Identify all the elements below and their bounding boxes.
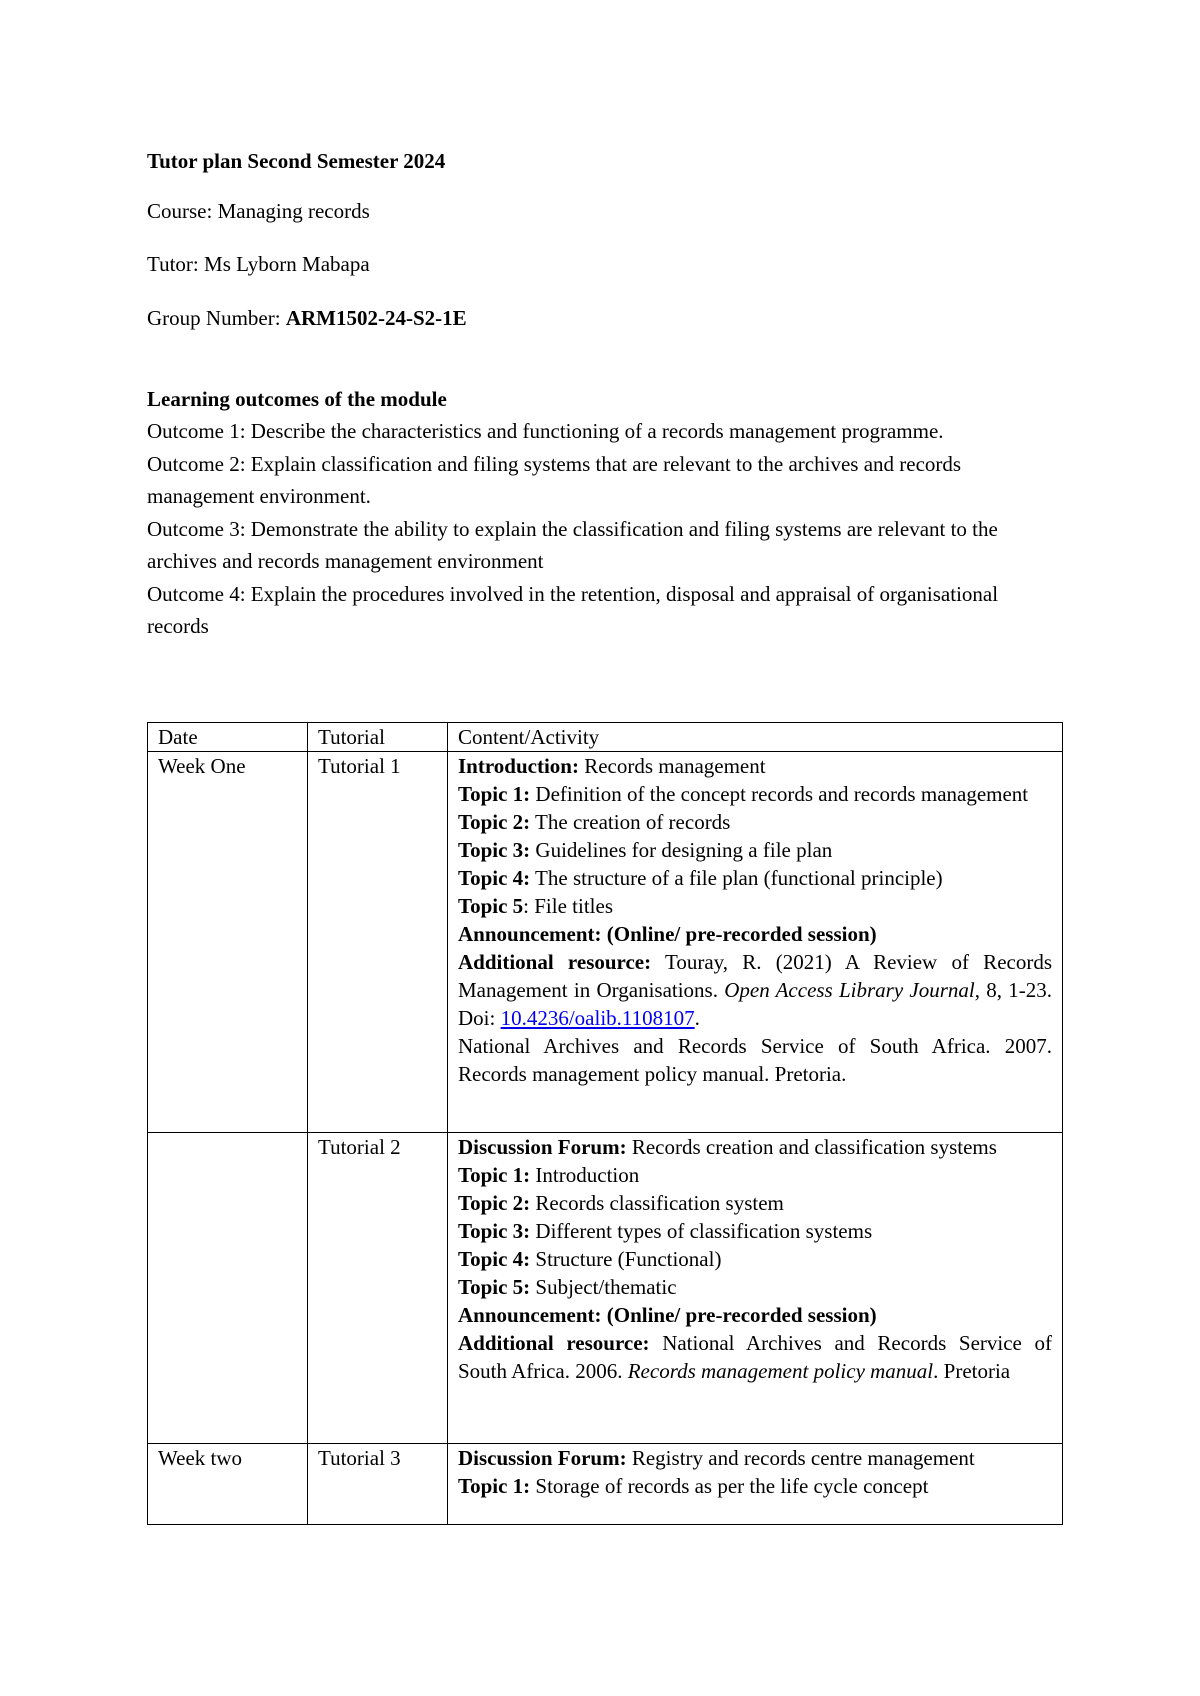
row-date: Week two [148, 1444, 308, 1525]
topic-label: Topic 4: [458, 866, 531, 890]
resource-italic: Records management policy manual [627, 1359, 934, 1383]
table-header-row [148, 723, 1063, 752]
topic-line [458, 892, 1052, 920]
course-label: Course: [147, 199, 218, 223]
outcome-item: Outcome 3: Demonstrate the ability to explain the classification and filing systems are relevant to the archives and records management environment [147, 516, 998, 573]
topic-line [458, 1273, 1052, 1301]
topic-text: Different types of classification systems [530, 1219, 873, 1243]
row-content [448, 752, 1063, 1133]
doi-link[interactable]: 10.4236/oalib.1108107 [500, 1006, 695, 1030]
topic-label: Topic 5: [458, 1275, 531, 1299]
intro-label: Introduction: [458, 754, 579, 778]
outcomes-list [147, 415, 1017, 643]
topic-line [458, 836, 1052, 864]
row-tutorial: Tutorial 3 [308, 1444, 448, 1525]
group-value: ARM1502-24-S2-1E [285, 306, 467, 330]
row-content [448, 1133, 1063, 1444]
topic-line [458, 1245, 1052, 1273]
intro-line [458, 1444, 1052, 1472]
row-content [448, 1444, 1063, 1525]
resource-journal: Open Access Library Journal [724, 978, 975, 1002]
resource-extra: National Archives and Records Service of South Africa. 2007. Records management policy manual. Pretoria. [458, 1034, 1052, 1086]
topic-label: Topic 1: [458, 782, 531, 806]
tutor-label: Tutor: [147, 252, 205, 276]
topic-label: Topic 1: [458, 1474, 531, 1498]
topic-text: Structure (Functional) [530, 1247, 722, 1271]
topic-text: The creation of records [530, 810, 731, 834]
topic-text: Records classification system [530, 1191, 784, 1215]
topic-line [458, 1472, 1052, 1500]
row-date [148, 1133, 308, 1444]
tutorial-plan-table [147, 722, 1063, 1525]
header-content: Content/Activity [448, 723, 1063, 752]
resource-text: Touray, R. (2021) A Review of Records Management in Organisations. [458, 950, 1052, 1002]
group-label: Group Number: [147, 306, 286, 330]
topic-line [458, 780, 1052, 808]
resource-text: . [694, 1006, 700, 1030]
resource-label: Additional resource: [458, 950, 652, 974]
outcome-item: Outcome 4: Explain the procedures involved in the retention, disposal and appraisal of organisational records [147, 581, 999, 638]
topic-label: Topic 2: [458, 1191, 531, 1215]
intro-text: Registry and records centre management [626, 1446, 975, 1470]
resource-text: National Archives and Records Service of South Africa. 2006. [458, 1331, 1053, 1383]
topic-line [458, 1189, 1052, 1217]
intro-label: Discussion Forum: [458, 1135, 627, 1159]
topic-line [458, 1217, 1052, 1245]
document-title: Tutor plan Second Semester 2024 [147, 149, 446, 173]
topic-text: The structure of a file plan (functional principle) [530, 866, 943, 890]
outcomes-heading: Learning outcomes of the module [147, 387, 447, 411]
course-line [147, 195, 1067, 227]
course-value: Managing records [217, 199, 370, 223]
table-row [148, 1444, 1063, 1525]
resource-text: , 8, 1-23. Doi: [458, 978, 1052, 1030]
resource-text: . Pretoria [933, 1359, 1011, 1383]
group-line [147, 302, 1067, 334]
outcome-item: Outcome 1: Describe the characteristics and functioning of a records management programme. [147, 419, 944, 443]
intro-label: Discussion Forum: [458, 1446, 627, 1470]
topic-text: Storage of records as per the life cycle concept [530, 1474, 929, 1498]
intro-line [458, 752, 1052, 780]
topic-label: Topic 3: [458, 1219, 531, 1243]
topic-label: Topic 5 [458, 894, 524, 918]
table-row [148, 1133, 1063, 1444]
header-tutorial: Tutorial [308, 723, 448, 752]
topic-text: Guidelines for designing a file plan [530, 838, 833, 862]
resource-label: Additional resource: [458, 1331, 650, 1355]
header-date: Date [148, 723, 308, 752]
topic-label: Topic 1: [458, 1163, 531, 1187]
intro-line [458, 1133, 1052, 1161]
table-row [148, 752, 1063, 1133]
topic-label: Topic 4: [458, 1247, 531, 1271]
row-date: Week One [148, 752, 308, 1133]
topic-line [458, 1161, 1052, 1189]
topic-label: Topic 3: [458, 838, 531, 862]
topic-line [458, 864, 1052, 892]
topic-text: : File titles [523, 894, 614, 918]
resource-line [458, 1329, 1052, 1385]
topic-line [458, 808, 1052, 836]
intro-text: Records management [578, 754, 766, 778]
announcement-line: Announcement: (Online/ pre-recorded session) [458, 1303, 877, 1327]
intro-text: Records creation and classification systems [626, 1135, 997, 1159]
topic-text: Subject/thematic [530, 1275, 677, 1299]
row-tutorial: Tutorial 2 [308, 1133, 448, 1444]
outcome-item: Outcome 2: Explain classification and filing systems that are relevant to the archives and records management environment. [147, 451, 962, 508]
topic-text: Definition of the concept records and records management [530, 782, 1029, 806]
tutor-line [147, 248, 1067, 280]
resource-line [458, 948, 1052, 1032]
row-tutorial: Tutorial 1 [308, 752, 448, 1133]
tutor-value: Ms Lyborn Mabapa [204, 252, 370, 276]
topic-label: Topic 2: [458, 810, 531, 834]
topic-text: Introduction [530, 1163, 640, 1187]
announcement-line: Announcement: (Online/ pre-recorded session) [458, 922, 877, 946]
